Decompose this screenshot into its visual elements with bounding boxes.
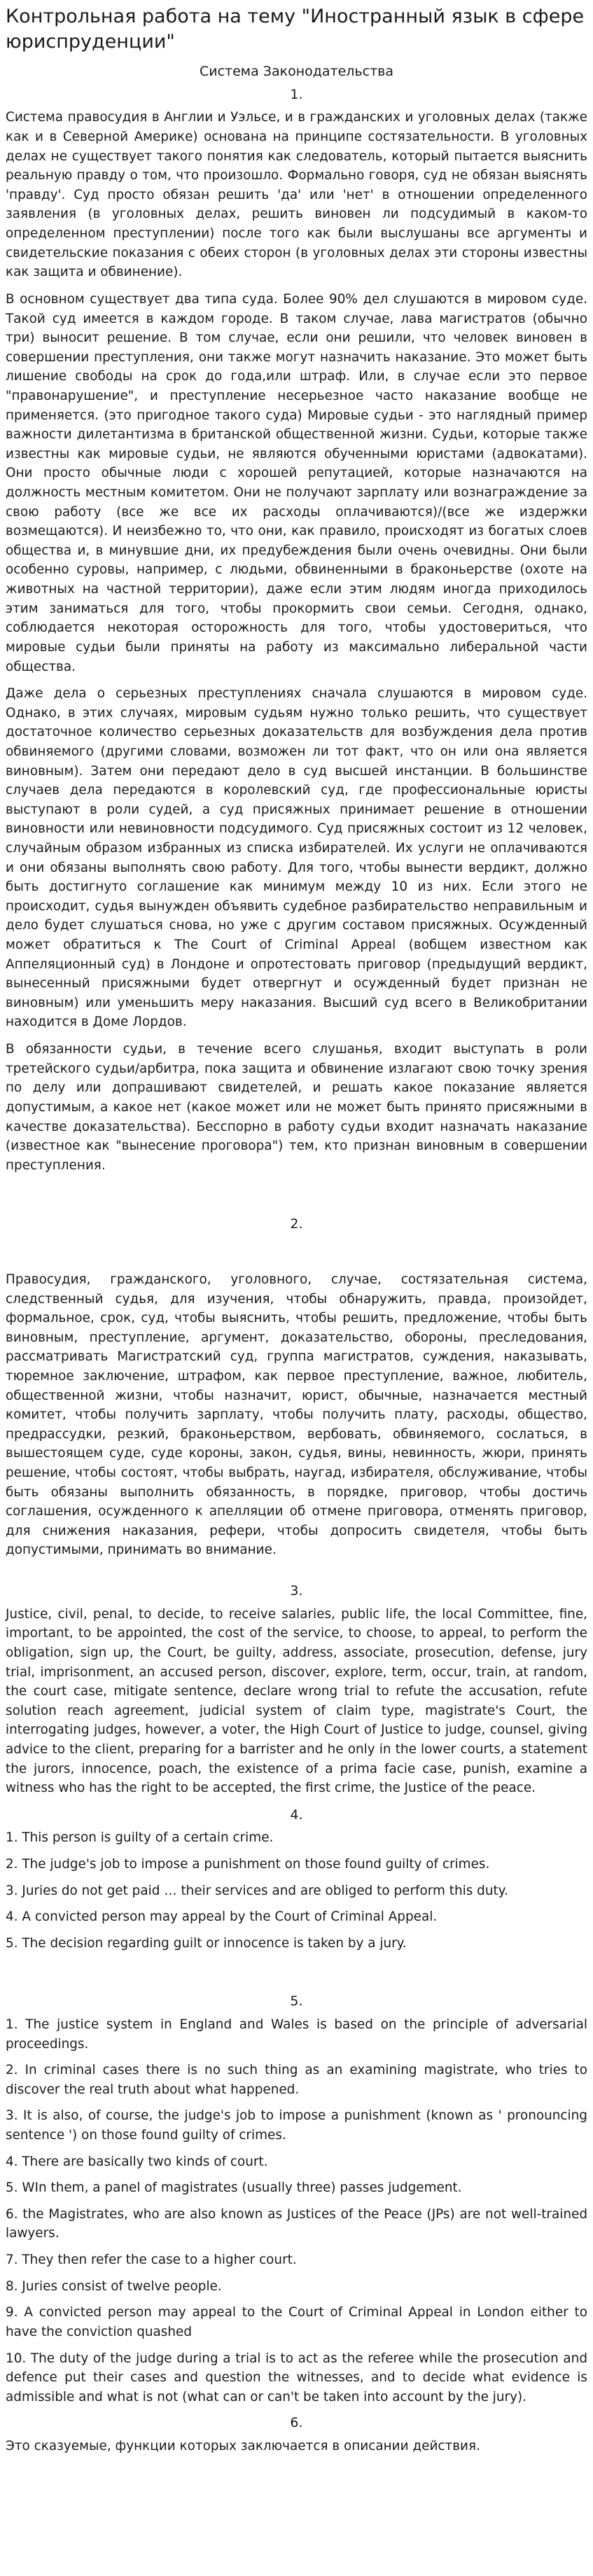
spacer <box>6 1238 587 1270</box>
list-item: 3. It is also, of course, the judge's job to impose a punishment (known as ' pronouncing sentence ') on those found guilty of crimes. <box>6 2108 587 2143</box>
list-item: 6. the Magistrates, who are also known as Justices of the Peace (JPs) are not well-trained lawyers. <box>6 2206 587 2241</box>
sentence-list <box>6 1828 587 1953</box>
list-item: 10. The duty of the judge during a trial is to act as the referee while the prosecution and defence put their cases and question the witnesses, and to decide what evidence is admissible and what is not (what can or can't be taken into account by the jury). <box>6 2351 587 2404</box>
paragraph: Даже дела о серьезных преступлениях сначала слушаются в мировом суде. Однако, в этих случаях, мировым судьям нужно только решить, что существует достаточное количество серьезных доказательств для возбуждения дела против обвиняемого (другими словами, возможен ли тот факт, что он или она является виновным). Затем они передают дело в суд высшей инстанции. В большинстве случаев дела передаются в королевский суд, где профессиональные юристы выступают в роли судей, а суд присяжных принимает решение в отношении виновности или невиновности подсудимого. Суд присяжных состоит из 12 человек, случайным образом избранных из списка избирателей. Их услуги не оплачиваются и они обязаны выполнять свою работу. Для того, чтобы вынести вердикт, должно быть достигнуто соглашение как минимум между 10 из них. Если этого не происходит, судья вынужден объявить судебное разбирательство неправильным и дело будет слушаться снова, но уже с другим составом присяжных. Осужденный может обратиться к The Court of Criminal Appeal (вобщем известном как Аппеляционный суд) в Лондоне и опротестовать приговор (предыдущий вердикт, вынесенный присяжными будет отвергнут и осужденный будет признан не виновным) или уменьшить меру наказания. Высший суд всего в Великобритании находится в Доме Лордов. <box>6 686 587 1030</box>
paragraph: В обязанности судьи, в течение всего слушанья, входит выступать в роли третейского судьи/арбитра, пока защита и обвинение излагают свою точку зрения по делу или допрашивают свидетелей, и решать какое показание является допустимым, а какое нет (какое может или не может быть принято присяжными в качестве доказательства). Бесспорно в работу судьи входит назначать наказание (известное как "вынесение проговора") тем, кто признан виновным в совершении преступления. <box>6 1042 587 1173</box>
spacer <box>6 1568 587 1582</box>
list-item: 5. The decision regarding guilt or innocence is taken by a jury. <box>6 1935 407 1951</box>
list-item: 2. The judge's job to impose a punishment on those found guilty of crimes. <box>6 1856 490 1872</box>
paragraph: Система правосудия в Англии и Уэльсе, и в гражданских и уголовных делах (также как и в Северной Америке) основана на принципе состязательности. В уголовных делах не существует такого понятия как следователь, который пытается выяснить реальную правду о том, что произошло. Формально говоря, суд не обязан выяснять 'правду'. Суд просто обязан решить 'да' или 'нет' в отношении определенного заявления (в уголовных делах, решить виновен ли подсудимый в каком-то определенном преступлении) после того как были выслушаны все аргументы и свидетельские показания с обеих сторон (в уголовных делах эти стороны известны как защита и обвинение). <box>6 110 587 280</box>
spacer <box>6 1960 587 1992</box>
page-title: Контрольная работа на тему "Иностранный язык в сфере юриспруденции" <box>6 6 585 53</box>
section-number: 2. <box>290 1216 303 1232</box>
paragraph: Правосудия, гражданского, уголовного, случае, состязательная система, следственный судья, для изучения, чтобы обнаружить, правда, произойдет, формальное, срок, суд, чтобы выяснить, чтобы решить, предложение, чтобы быть виновным, преступление, аргумент, доказательство, обороны, преследования, рассматривать Магистратский суд, группа магистратов, суждения, наказывать, тюремное заключение, штрафом, как первое преступление, важное, любитель, общественной жизни, чтобы назначит, юрист, обычные, назначается местный комитет, чтобы получить зарплату, чтобы получить плату, расходы, общество, предрассудки, резкий, браконьерством, вербовать, обвиняемого, сослаться, в вышестоящем суде, суде короны, закон, судья, вины, невинность, жюри, принять решение, чтобы состоят, чтобы выбрать, наугад, избирателя, обслуживание, чтобы быть обязаны выполнить обязанность, в порядке, приговор, чтобы достичь соглашения, осужденного к апелляции об отмене приговора, отменять приговор, для снижения наказания, рефери, чтобы допросить свидетеля, чтобы быть допустимыми, принимать во внимание. <box>6 1272 587 1558</box>
list-item: 3. Juries do not get paid … their services and are obliged to perform this duty. <box>6 1883 508 1898</box>
list-item: 2. In criminal cases there is no such thing as an examining magistrate, who tries to discover the real truth about what happened. <box>6 2063 587 2097</box>
list-item: 1. The justice system in England and Wales is based on the principle of adversarial proceedings. <box>6 2017 587 2052</box>
list-item: 5. WIn them, a panel of magistrates (usually three) passes judgement. <box>6 2180 462 2196</box>
paragraph: Это сказуемые, функции которых заключается в описании действия. <box>6 2438 480 2453</box>
list-item: 4. There are basically two kinds of court. <box>6 2154 268 2169</box>
section-number: 6. <box>290 2415 303 2431</box>
spacer <box>6 1183 587 1215</box>
list-item: 4. A convicted person may appeal by the Court of Criminal Appeal. <box>6 1909 438 1925</box>
paragraph: Justice, civil, penal, to decide, to receive salaries, public life, the local Committee, fine, important, to be appointed, the cost of the service, to choose, to appeal, to perform the obligation, sign up, the Court, be guilty, address, associate, prosecution, defense, jury trial, imprisonment, an accused person, discover, explore, term, occur, train, at random, the court case, mitigate sentence, declare wrong trial to refute the accusation, refute solution reach agreement, judicial system of claim type, magistrate's Court, the interrogating judges, however, a voter, the High Court of Justice to judge, counsel, giving advice to the client, preparing for a barrister and he only in the lower courts, a statement the jurors, innocence, poach, the existence of a prima facie case, punish, examine a witness who has the right to be accepted, the first crime, the Justice of the peace. <box>6 1606 587 1796</box>
section-number: 5. <box>290 1993 303 2010</box>
sentence-list <box>6 2015 587 2407</box>
list-item: 8. Juries consist of twelve people. <box>6 2278 222 2294</box>
paragraph: В основном существует два типа суда. Более 90% дел слушаются в мировом суде. Такой суд имеется в каждом городе. В таком случае, лава магистратов (обычно три) выносит решение. В том случае, если они решили, что человек виновен в совершении преступления, они также могут назначить наказание. Это может быть лишение свободы на срок до года,или штраф. Или, в случае если это первое "правонарушение", и преступление несерьезное часто наказание вообще не применяется. (это пригодное такого суда) Мировые судьи - это наглядный пример важности дилетантизма в британской общественной жизни. Судьи, которые также известны как мировые судьи, не являются обученными юристами (адвокатами). Они просто обычные люди с хорошей репутацией, которые назначаются на должность местным комитетом. Они не получают зарплату или вознаграждение за свою работу (все же все их расходы оплачиваются)/(все же издержки возмещаются). И неизбежно то, что они, как правило, происходят из богатых слоев общества и, в минувшие дни, их предубеждения были очень очевидны. Они были особенно суровы, например, с людьми, обвиненными в браконьерстве (охоте на животных на частной территории), даже если этим людям иногда приходилось этим заниматься для того, чтобы прокормить свои семьи. Сегодня, однако, соблюдается некоторая осторожность для того, чтобы удостовериться, что мировые судьи были приняты на работу из максимально либеральной части общества. <box>6 291 587 674</box>
page-subtitle: Система Законодательства <box>199 64 394 80</box>
section-number: 3. <box>290 1583 303 1599</box>
section-number: 1. <box>290 86 303 102</box>
section-number: 4. <box>290 1806 303 1823</box>
list-item: 1. This person is guilty of a certain crime. <box>6 1830 274 1846</box>
list-item: 7. They then refer the case to a higher court. <box>6 2253 297 2268</box>
list-item: 9. A convicted person may appeal to the Court of Criminal Appeal in London either to have the conviction quashed <box>6 2305 587 2339</box>
